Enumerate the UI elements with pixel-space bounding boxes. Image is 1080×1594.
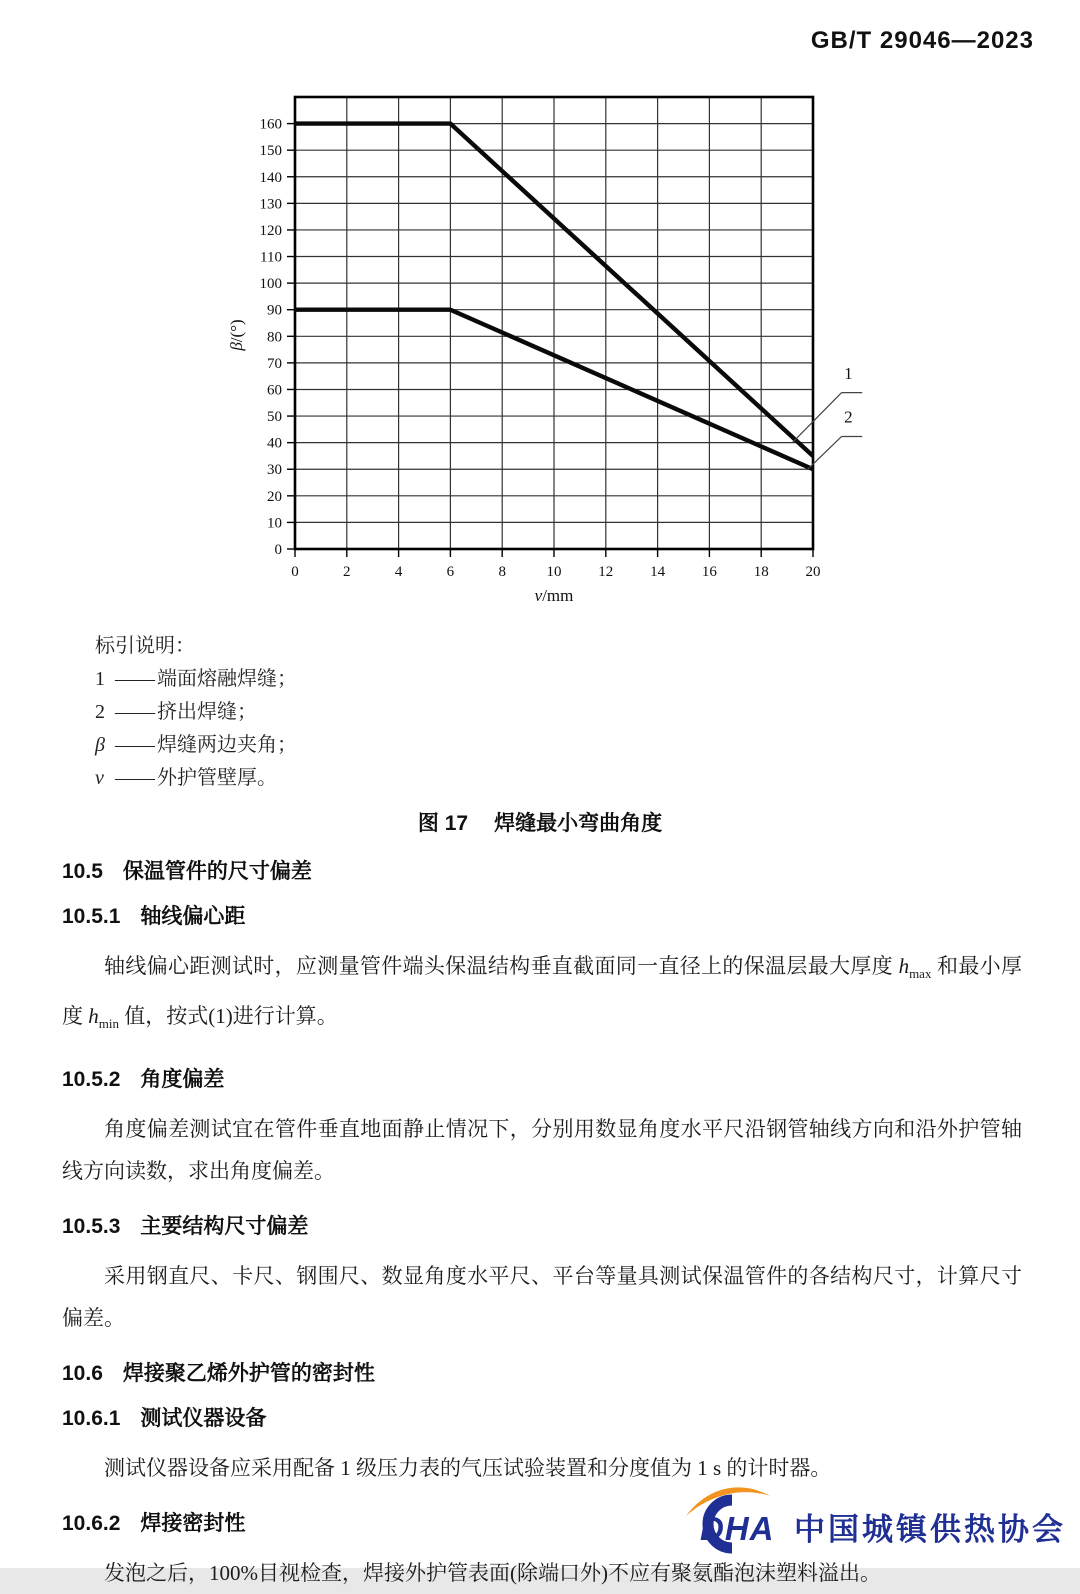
- y-tick-label: 60: [267, 382, 282, 399]
- section-title: 焊接聚乙烯外护管的密封性: [122, 1362, 375, 1386]
- leader-line: [792, 393, 841, 443]
- section-number: 10.5.3: [62, 1215, 121, 1239]
- y-tick-label: 20: [267, 488, 282, 505]
- y-tick-label: 70: [267, 355, 282, 372]
- x-tick-label: 10: [546, 564, 562, 580]
- logo-acronym: DHA: [700, 1510, 775, 1547]
- paragraph: 测试仪器设备应采用配备 1 级压力表的气压试验装置和分度值为 1 s 的计时器。: [104, 1456, 832, 1481]
- y-tick-label: 40: [267, 435, 282, 452]
- paragraph: 发泡之后，100%目视检查，焊接外护管表面(除端口外)不应有聚氨酯泡沫塑料溢出。: [104, 1561, 881, 1586]
- section-title: 主要结构尺寸偏差: [140, 1215, 309, 1239]
- leader-label: 1: [844, 363, 853, 383]
- section-title: 保温管件的尺寸偏差: [122, 860, 312, 883]
- section-number: 10.5: [62, 860, 103, 883]
- legend-text: 外护管壁厚。: [157, 767, 277, 789]
- paragraph: 轴线偏心距测试时，应测量管件端头保温结构垂直截面同一直径上的保温层最大厚度 $h_{max}$ 和最小厚度 $h_{min}$ 值，按式(1)进行计算。: [62, 954, 1022, 1032]
- figure-legend: [95, 630, 1080, 795]
- section-title: 轴线偏心距: [140, 905, 246, 928]
- y-tick-label: 0: [274, 542, 282, 558]
- legend-symbol: v: [95, 767, 104, 789]
- x-tick-label: 6: [446, 564, 455, 580]
- section-number: 10.5.1: [62, 905, 121, 928]
- legend-item: [95, 762, 1080, 795]
- y-tick-label: 130: [259, 196, 282, 213]
- x-tick-label: 20: [805, 564, 821, 580]
- legend-text: 焊缝两边夹角；: [157, 734, 297, 756]
- section-number: 10.6: [62, 1362, 103, 1386]
- standard-code: GB/T 29046—2023: [810, 27, 1034, 54]
- legend-symbol: 2: [95, 701, 105, 723]
- x-tick-label: 14: [650, 564, 666, 580]
- variable: h: [898, 954, 910, 978]
- section-heading-10.5.3: [62, 1192, 1022, 1237]
- legend-item: [95, 729, 1080, 762]
- legend-dash: ——: [115, 701, 155, 723]
- y-tick-label: 100: [259, 276, 282, 293]
- caption-label: 图 17: [417, 812, 469, 835]
- y-axis-title: β/(°): [227, 319, 246, 351]
- y-tick-label: 10: [267, 515, 282, 532]
- y-tick-label: 90: [267, 302, 282, 319]
- x-tick-label: 8: [498, 564, 506, 580]
- legend-dash: ——: [115, 767, 155, 789]
- x-tick-label: 18: [753, 564, 769, 580]
- y-tick-label: 30: [267, 462, 282, 479]
- section-heading-10.6.1: [62, 1384, 1022, 1429]
- logo-mark: [670, 1480, 788, 1558]
- section-heading-10.5.2: [62, 1045, 1022, 1090]
- section-number: 10.6.1: [62, 1407, 121, 1431]
- association-logo: [670, 1480, 1066, 1558]
- section-title: 焊接密封性: [140, 1512, 246, 1536]
- section-heading-10.5: [62, 837, 1022, 882]
- leader-label: 2: [844, 407, 853, 427]
- variable: h: [88, 1004, 99, 1029]
- figure-17-chart: [228, 87, 888, 614]
- y-tick-label: 120: [259, 222, 282, 239]
- legend-items: [95, 663, 1080, 795]
- legend-item: [95, 696, 1080, 729]
- y-tick-label: 160: [259, 116, 282, 133]
- y-tick-label: 150: [259, 143, 282, 160]
- weld-min-bend-angle-chart: [228, 87, 888, 609]
- logo-text: 中国城镇供热协会: [794, 1511, 1066, 1547]
- x-axis-title: v/mm: [534, 586, 574, 605]
- section-title: 测试仪器设备: [140, 1407, 267, 1431]
- section-title: 角度偏差: [140, 1068, 225, 1092]
- x-tick-label: 12: [598, 564, 614, 580]
- section-number: 10.6.2: [62, 1512, 121, 1536]
- paragraph: 角度偏差测试宜在管件垂直地面静止情况下，分别用数显角度水平尺沿钢管轴线方向和沿外护管轴线方向读数，求出角度偏差。: [62, 1117, 1022, 1184]
- figure-caption: [0, 795, 1080, 837]
- y-tick-label: 140: [259, 169, 282, 186]
- caption-title: 焊缝最小弯曲角度: [494, 812, 663, 835]
- legend-text: 端面熔融焊缝；: [157, 668, 297, 690]
- section-heading-10.6: [62, 1339, 1022, 1384]
- legend-text: 挤出焊缝；: [157, 701, 257, 723]
- x-tick-label: 0: [291, 564, 299, 580]
- legend-dash: ——: [115, 668, 155, 690]
- paragraph: 采用钢直尺、卡尺、钢围尺、数显角度水平尺、平台等量具测试保温管件的各结构尺寸，计算尺寸偏差。: [62, 1264, 1022, 1331]
- legend-dash: ——: [115, 734, 155, 756]
- y-tick-label: 50: [267, 409, 282, 426]
- legend-symbol: β: [95, 734, 105, 756]
- x-tick-label: 16: [701, 564, 717, 580]
- x-tick-label: 2: [343, 564, 351, 580]
- legend-title: 标引说明：: [95, 635, 195, 657]
- section-number: 10.5.2: [62, 1068, 121, 1092]
- y-tick-label: 110: [260, 249, 282, 266]
- legend-item: [95, 663, 1080, 696]
- legend-symbol: 1: [95, 668, 105, 690]
- y-tick-label: 80: [267, 329, 282, 346]
- variable-subscript: min: [98, 1016, 119, 1032]
- section-heading-10.5.1: [62, 882, 1022, 927]
- x-tick-label: 4: [394, 564, 403, 580]
- variable-subscript: max: [909, 966, 932, 982]
